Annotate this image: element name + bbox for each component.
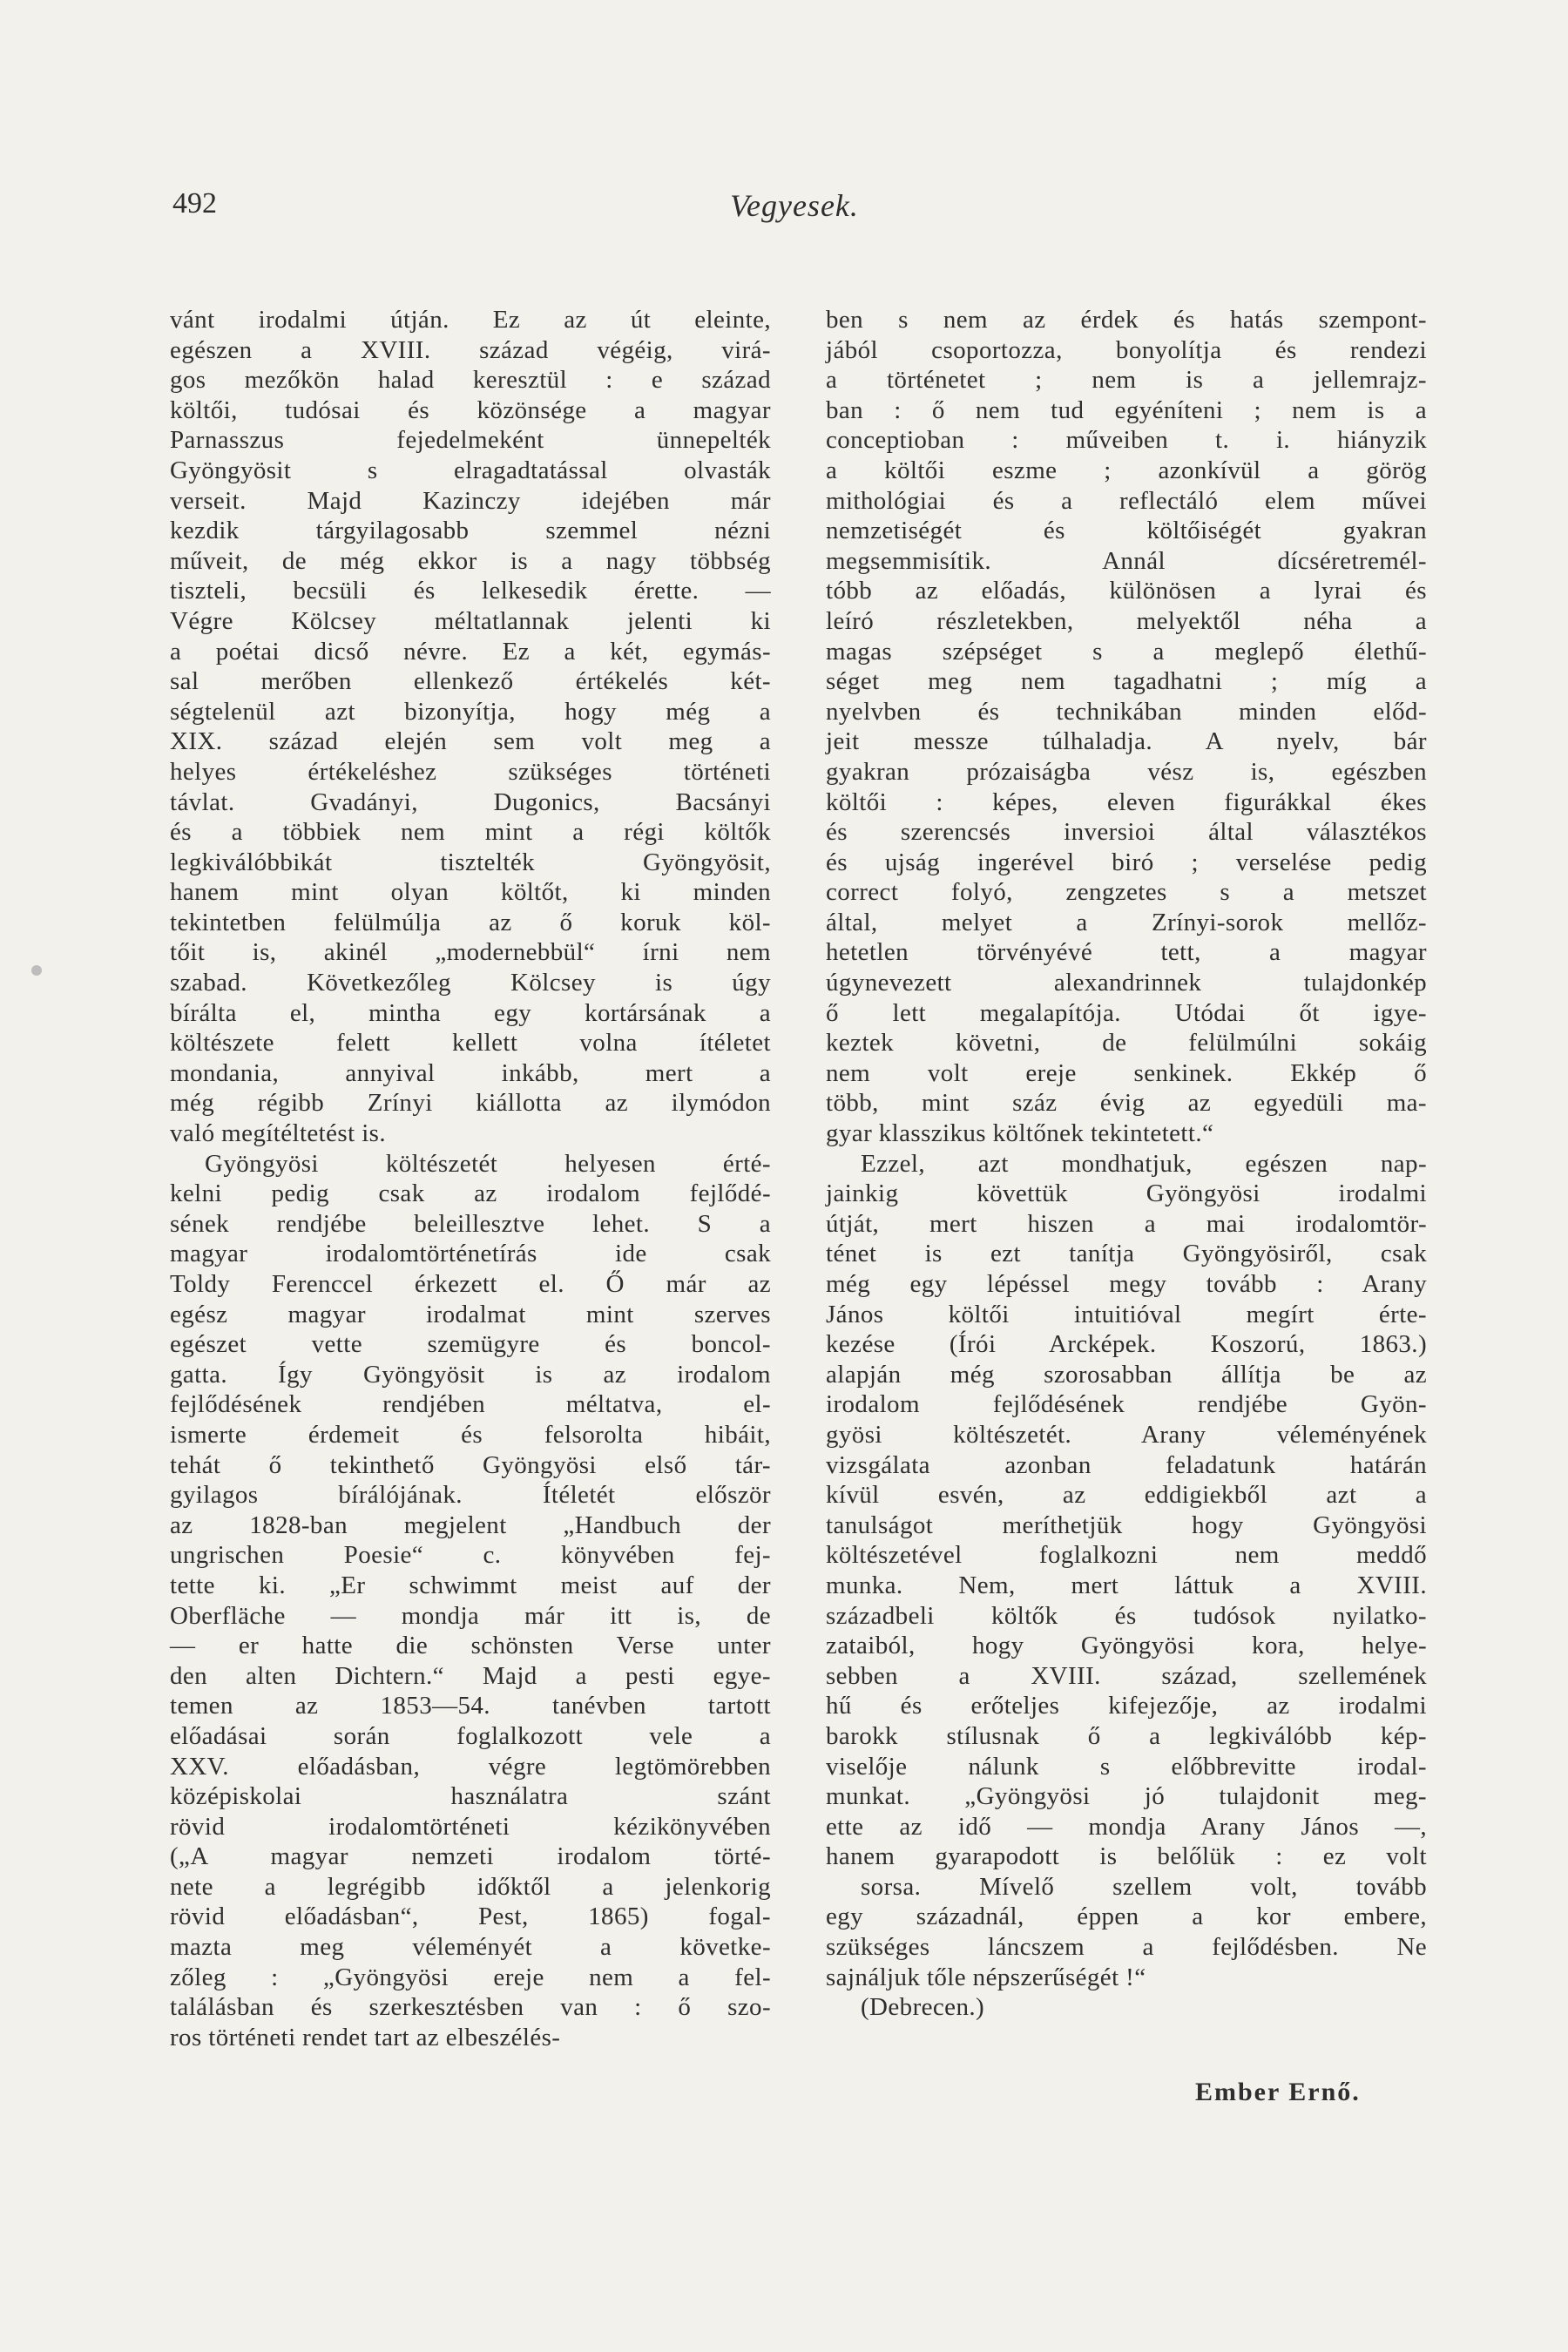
text-line: több, mint száz évig az egyedüli ma- <box>826 1089 1427 1118</box>
text-line: Toldy Ferenccel érkezett el. Ő már az <box>170 1270 771 1298</box>
text-line: leíró részletekben, melyektől néha a <box>826 606 1427 635</box>
text-line: fejlődésének rendjében méltatva, el- <box>170 1390 771 1419</box>
text-line: gos mezőkön halad keresztül : e század <box>170 366 771 395</box>
text-line: Gyöngyösi költészetét helyesen érté- <box>205 1149 771 1178</box>
text-line: költészetével foglalkozni nem meddő <box>826 1541 1427 1570</box>
text-line: correct folyó, zengzetes s a metszet <box>826 878 1427 907</box>
text-line: mondania, annyival inkább, mert a <box>170 1058 771 1087</box>
margin-dot <box>31 965 42 976</box>
left-text-column <box>170 305 771 2052</box>
text-line: Ezzel, azt mondhatjuk, egészen nap- <box>861 1149 1427 1178</box>
text-line: még régibb Zrínyi kiállotta az ilymódon <box>170 1089 771 1118</box>
text-line: ungrischen Poesie“ c. könyvében fej- <box>170 1541 771 1570</box>
text-line: ban : ő nem tud egyéníteni ; nem is a <box>826 395 1427 424</box>
text-line: kívül esvén, az eddigiekből azt a <box>826 1481 1427 1510</box>
text-line: magyar irodalomtörténetírás ide csak <box>170 1240 771 1268</box>
text-line: keztek követni, de felülmúlni sokáig <box>826 1029 1427 1058</box>
running-head <box>172 187 1409 231</box>
text-line: úgynevezett alexandrinnek tulajdonkép <box>826 969 1427 997</box>
text-line: és szerencsés inversioi által választékos <box>826 818 1427 847</box>
text-line: jából csoportozza, bonyolítja és rendezi <box>826 335 1427 364</box>
text-line: kezése (Írói Arcképek. Koszorú, 1863.) <box>826 1330 1427 1359</box>
text-line: sal merőben ellenkező értékelés két- <box>170 667 771 696</box>
text-line: nete a legrégibb időktől a jelenkorig <box>170 1872 771 1901</box>
text-line: való megítéltetést is. <box>170 1119 386 1148</box>
text-line: mazta meg véleményét a követke- <box>170 1933 771 1962</box>
text-line: kelni pedig csak az irodalom fejlődé- <box>170 1179 771 1208</box>
text-line: conceptioban : műveiben t. i. hiányzik <box>826 426 1427 455</box>
text-line: útját, mert hiszen a mai irodalomtör- <box>826 1209 1427 1238</box>
text-line: gyakran prózaiságba vész is, egészben <box>826 757 1427 786</box>
text-line: tóbb az előadás, különösen a lyrai és <box>826 577 1427 605</box>
text-line: nemzetiségét és költőiségét gyakran <box>826 517 1427 545</box>
text-line: kezdik tárgyilagosabb szemmel nézni <box>170 517 771 545</box>
text-line: vánt irodalmi útján. Ez az út eleinte, <box>170 306 771 334</box>
text-line: ténet is ezt tanítja Gyöngyösiről, csak <box>826 1240 1427 1268</box>
text-line: („A magyar nemzeti irodalom törté- <box>170 1842 771 1871</box>
text-line: Oberfläche — mondja már itt is, de <box>170 1601 771 1630</box>
author-signature: Ember Ernő. <box>1195 2078 1361 2106</box>
text-line: által, melyet a Zrínyi-sorok mellőz- <box>826 908 1427 936</box>
text-line: temen az 1853—54. tanévben tartott <box>170 1692 771 1720</box>
text-line: verseit. Majd Kazinczy idejében már <box>170 486 771 515</box>
text-line: sebben a XVIII. század, szellemének <box>826 1661 1427 1690</box>
text-line: egy századnál, éppen a kor embere, <box>826 1903 1427 1931</box>
text-line: sajnáljuk tőle népszerűségét !“ <box>826 1963 1146 1991</box>
text-line: jainkig követtük Gyöngyösi irodalmi <box>826 1179 1427 1208</box>
text-line: a történetet ; nem is a jellemrajz- <box>826 366 1427 395</box>
text-line: tiszteli, becsüli és lelkesedik érette. — <box>170 577 771 605</box>
text-line: szükséges láncszem a fejlődésben. Ne <box>826 1933 1427 1962</box>
text-line: helyes értékeléshez szükséges történeti <box>170 757 771 786</box>
text-line: ben s nem az érdek és hatás szempont- <box>826 306 1427 334</box>
text-line: még egy lépéssel megy tovább : Arany <box>826 1270 1427 1298</box>
text-line: munkat. „Gyöngyösi jó tulajdonit meg- <box>826 1782 1427 1811</box>
text-line: sének rendjébe beleillesztve lehet. S a <box>170 1209 771 1238</box>
text-line: János költői intuitióval megírt érte- <box>826 1300 1427 1328</box>
text-line: gyilagos bírálójának. Ítéletét először <box>170 1481 771 1510</box>
text-line: — er hatte die schönsten Verse unter <box>170 1632 771 1660</box>
text-line: középiskolai használatra szánt <box>170 1782 771 1811</box>
text-line: találásban és szerkesztésben van : ő szo- <box>170 1993 771 2022</box>
text-line: hű és erőteljes kifejezője, az irodalmi <box>826 1692 1427 1720</box>
text-line: költői : képes, eleven figurákkal ékes <box>826 787 1427 816</box>
text-line: Gyöngyösit s elragadtatással olvasták <box>170 456 771 484</box>
text-line: ette az idő — mondja Arany János —, <box>826 1812 1427 1841</box>
page-number: 492 <box>172 187 217 220</box>
text-line: távlat. Gvadányi, Dugonics, Bacsányi <box>170 787 771 816</box>
text-line: (Debrecen.) <box>861 1993 985 2022</box>
text-line: az 1828-ban megjelent „Handbuch der <box>170 1511 771 1539</box>
text-line: alapján még szorosabban állítja be az <box>826 1360 1427 1389</box>
text-line: nyelvben és technikában minden előd- <box>826 697 1427 726</box>
text-line: a költői eszme ; azonkívül a görög <box>826 456 1427 484</box>
text-line: barokk stílusnak ő a legkiválóbb kép- <box>826 1721 1427 1750</box>
text-line: hanem mint olyan költőt, ki minden <box>170 878 771 907</box>
text-line: legkiválóbbikát tisztelték Gyöngyösit, <box>170 848 771 876</box>
text-line: ő lett megalapítója. Utódai őt igye- <box>826 998 1427 1027</box>
text-line: tehát ő tekinthető Gyöngyösi első tár- <box>170 1450 771 1479</box>
text-line: munka. Nem, mert láttuk a XVIII. <box>826 1571 1427 1599</box>
text-line: irodalom fejlődésének rendjébe Gyön- <box>826 1390 1427 1419</box>
text-line: gyösi költészetét. Arany véleményének <box>826 1420 1427 1449</box>
text-line: jeit messze túlhaladja. A nyelv, bár <box>826 727 1427 756</box>
text-line: sorsa. Mívelő szellem volt, tovább <box>861 1872 1427 1901</box>
text-line: zőleg : „Gyöngyösi ereje nem a fel- <box>170 1963 771 1991</box>
text-line: den alten Dichtern.“ Majd a pesti egye- <box>170 1661 771 1690</box>
text-line: bírálta el, mintha egy kortársának a <box>170 998 771 1027</box>
text-line: tette ki. „Er schwimmt meist auf der <box>170 1571 771 1599</box>
text-line: költői, tudósai és közönsége a magyar <box>170 395 771 424</box>
text-line: szabad. Következőleg Kölcsey is úgy <box>170 969 771 997</box>
text-line: költészete felett kellett volna ítéletet <box>170 1029 771 1058</box>
text-line: rövid irodalomtörténeti kézikönyvében <box>170 1812 771 1841</box>
text-line: séget meg nem tagadhatni ; míg a <box>826 667 1427 696</box>
text-line: vizsgálata azonban feladatunk határán <box>826 1450 1427 1479</box>
text-line: egész magyar irodalmat mint szerves <box>170 1300 771 1328</box>
text-line: és ujság ingerével biró ; verselése pedig <box>826 848 1427 876</box>
right-text-column <box>826 305 1427 2023</box>
text-line: megsemmisítik. Annál dícséretremél- <box>826 546 1427 575</box>
text-line: és a többiek nem mint a régi költők <box>170 818 771 847</box>
text-line: viselője nálunk s előbbrevitte irodal- <box>826 1752 1427 1781</box>
text-line: hanem gyarapodott is belőlük : ez volt <box>826 1842 1427 1871</box>
text-line: hetetlen törvényévé tett, a magyar <box>826 938 1427 967</box>
text-line: magas szépséget s a meglepő élethű- <box>826 637 1427 666</box>
text-line: a poétai dicső névre. Ez a két, egymás- <box>170 637 771 666</box>
text-line: egészen a XVIII. század végéig, virá- <box>170 335 771 364</box>
text-line: tekintetben felülmúlja az ő koruk köl- <box>170 908 771 936</box>
text-line: XXV. előadásban, végre legtömörebben <box>170 1752 771 1781</box>
text-line: nem volt ereje senkinek. Ekkép ő <box>826 1058 1427 1087</box>
text-line: mithológiai és a reflectáló elem művei <box>826 486 1427 515</box>
text-line: Parnasszus fejedelmeként ünnepelték <box>170 426 771 455</box>
text-line: Végre Kölcsey méltatlannak jelenti ki <box>170 606 771 635</box>
text-line: tőit is, akinél „modernebbül“ írni nem <box>170 938 771 967</box>
text-line: századbeli költők és tudósok nyilatko- <box>826 1601 1427 1630</box>
text-line: zataiból, hogy Gyöngyösi kora, helye- <box>826 1632 1427 1660</box>
text-line: ros történeti rendet tart az elbeszélés- <box>170 2023 561 2051</box>
text-line: tanulságot meríthetjük hogy Gyöngyösi <box>826 1511 1427 1539</box>
text-line: rövid előadásban“, Pest, 1865) fogal- <box>170 1903 771 1931</box>
text-line: egészet vette szemügyre és boncol- <box>170 1330 771 1359</box>
text-line: XIX. század elején sem volt meg a <box>170 727 771 756</box>
text-line: műveit, de még ekkor is a nagy többség <box>170 546 771 575</box>
running-title: Vegyesek. <box>730 188 859 223</box>
text-line: gyar klasszikus költőnek tekintetett.“ <box>826 1119 1214 1148</box>
text-line: ismerte érdemeit és felsorolta hibáit, <box>170 1420 771 1449</box>
text-line: gatta. Így Gyöngyösit is az irodalom <box>170 1360 771 1389</box>
text-line: előadásai során foglalkozott vele a <box>170 1721 771 1750</box>
text-line: ségtelenül azt bizonyítja, hogy még a <box>170 697 771 726</box>
